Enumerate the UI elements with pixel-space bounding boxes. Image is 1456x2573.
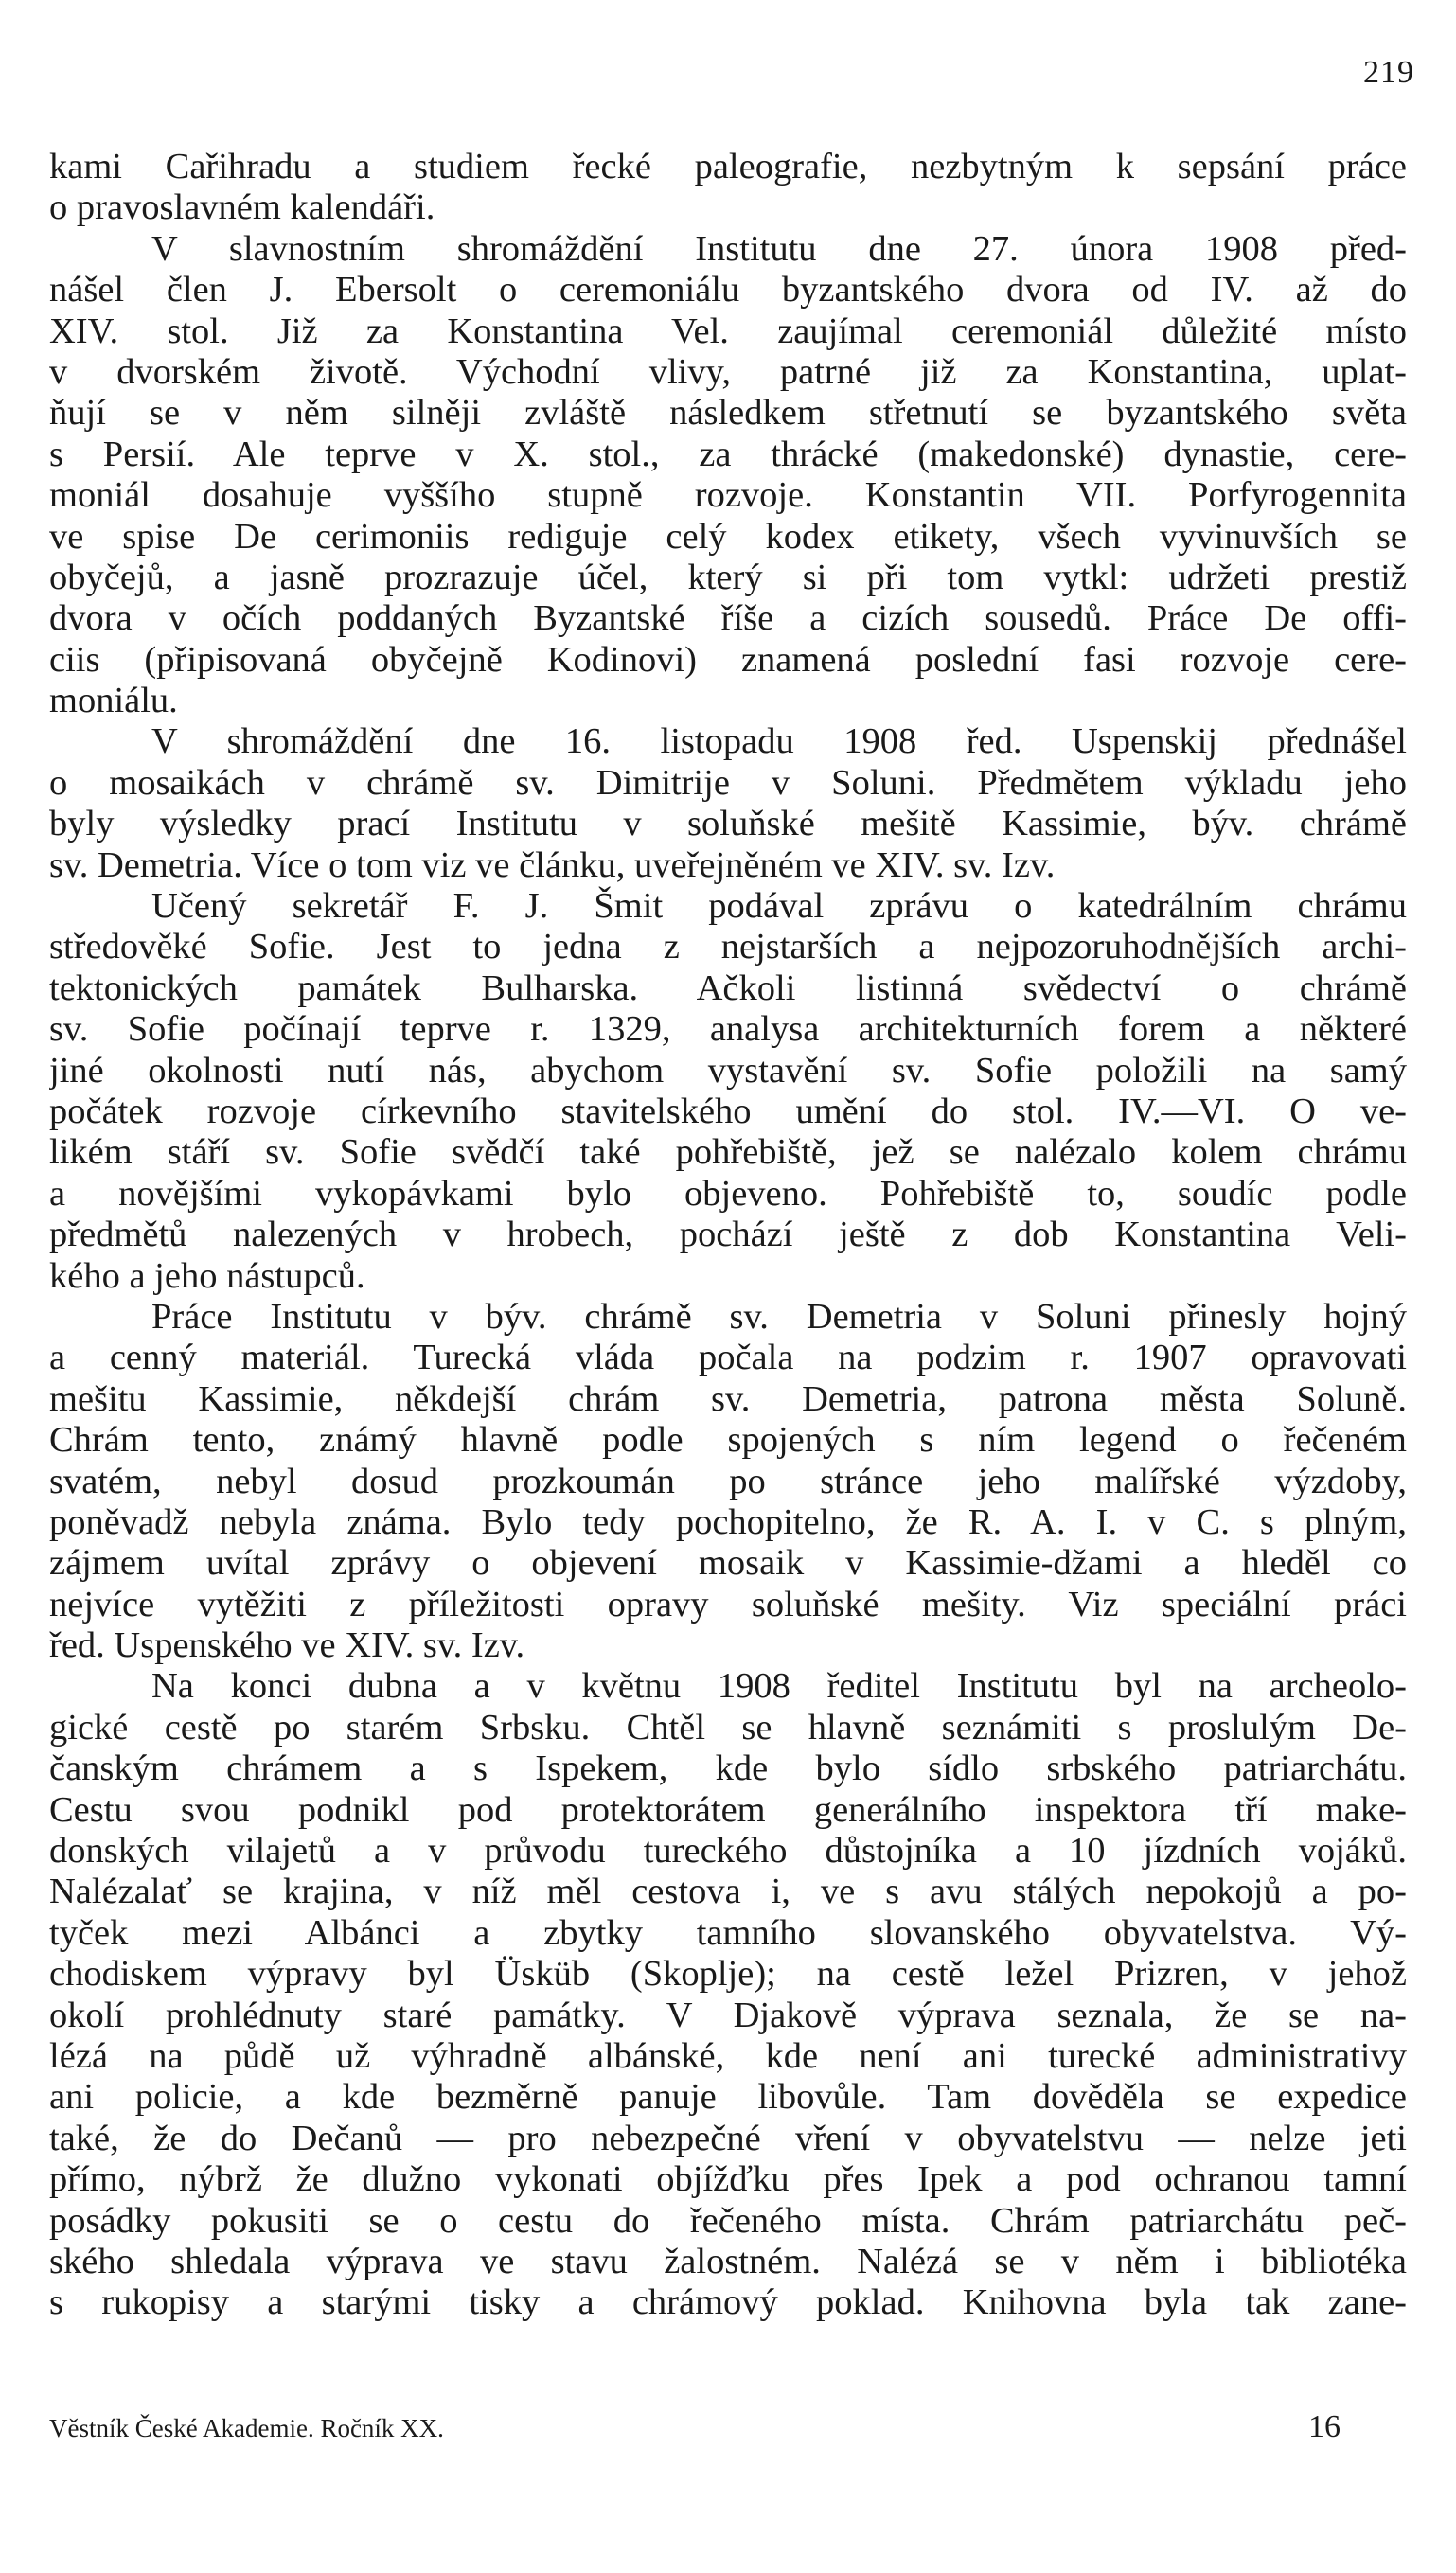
text-line: Chrám tento, známý hlavně podle spojených s ním legend o řečeném [49, 1420, 1407, 1461]
text-line: posádky pokusiti se o cestu do řečeného místa. Chrám patriarchátu peč- [49, 2200, 1407, 2241]
text-line: kého a jeho nástupců. [49, 1255, 365, 1296]
page-footer [49, 2409, 1341, 2445]
text-line: řed. Uspenského ve XIV. sv. Izv. [49, 1625, 525, 1666]
footer-sheet-number: 16 [1308, 2409, 1341, 2444]
text-line: čanským chrámem a s Ispekem, kde bylo sídlo srbského patriarchátu. [49, 1748, 1407, 1789]
text-line: lézá na půdě už výhradně albánské, kde není ani turecké administrativy [49, 2035, 1407, 2076]
text-line: obyčejů, a jasně prozrazuje účel, který si při tom vytkl: udržeti prestiž [49, 557, 1407, 597]
text-line: ve spise De cerimoniis rediguje celý kodex etikety, všech vyvinuvších se [49, 516, 1407, 557]
text-line: mešitu Kassimie, někdejší chrám sv. Demetria, patrona města Soluně. [49, 1378, 1407, 1419]
text-line: gické cestě po starém Srbsku. Chtěl se hlavně seznámiti s proslulým De- [49, 1707, 1407, 1748]
text-line: poněvadž nebyla známa. Bylo tedy pochopitelno, že R. A. I. v C. s plným, [49, 1501, 1407, 1542]
text-line: přímo, nýbrž že dlužno vykonati objížďku přes Ipek a pod ochranou tamní [49, 2159, 1407, 2200]
text-line: kami Cařihradu a studiem řecké paleografie, nezbytným k sepsání práce [49, 147, 1407, 186]
text-line: moniál dosahuje vyššího stupně rozvoje. Konstantin VII. Porfyrogennita [49, 475, 1407, 516]
text-line: Učený sekretář F. J. Šmit podával zprávu o katedrálním chrámu [151, 886, 1407, 927]
footer-journal-title: Věstník České Akademie. Ročník XX. [49, 2414, 444, 2442]
text-line: dvora v očích poddaných Byzantské říše a cizích sousedů. Práce De offi- [49, 598, 1407, 639]
text-line: V slavnostním shromáždění Institutu dne 27. února 1908 před- [151, 228, 1407, 269]
text-line: sv. Demetria. Více o tom viz ve článku, uveřejněném ve XIV. sv. Izv. [49, 844, 1056, 885]
text-line: Nalézalať se krajina, v níž měl cestova i, ve s avu stálých nepokojů a po- [49, 1872, 1407, 1912]
text-line: ani policie, a kde bezměrně panuje libovůle. Tam dověděla se expedice [49, 2077, 1407, 2118]
text-line: počátek rozvoje církevního stavitelského umění do stol. IV.—VI. O ve- [49, 1091, 1407, 1131]
text-line: chodiskem výpravy byl Üsküb (Skoplje); na cestě ležel Prizren, v jehož [49, 1954, 1407, 1995]
text-line: V shromáždění dne 16. listopadu 1908 řed. Uspenskij přednášel [151, 721, 1407, 762]
text-line: v dvorském životě. Východní vlivy, patrné již za Konstantina, uplat- [49, 351, 1407, 392]
text-line: tyček mezi Albánci a zbytky tamního slovanského obyvatelstva. Vý- [49, 1912, 1407, 1953]
text-line: svatém, nebyl dosud prozkoumán po stránce jeho malířské výzdoby, [49, 1461, 1407, 1501]
text-line: o pravoslavném kalendáři. [49, 187, 435, 228]
text-line: ského shledala výprava ve stavu žalostném. Nalézá se v něm i bibliotéka [49, 2241, 1407, 2281]
text-line: okolí prohlédnuty staré památky. V Djakově výprava seznala, že se na- [49, 1995, 1407, 2035]
text-line: jiné okolnosti nutí nás, abychom vystavění sv. Sofie položili na samý [49, 1050, 1407, 1091]
body-text [49, 147, 1407, 2324]
text-line: s rukopisy a starými tisky a chrámový poklad. Knihovna byla tak zane- [49, 2282, 1407, 2323]
page-number: 219 [1363, 55, 1414, 90]
text-line: a novějšími vykopávkami bylo objeveno. Pohřebiště to, soudíc podle [49, 1173, 1407, 1214]
text-line: nejvíce vytěžiti z příležitosti opravy soluňské mešity. Viz speciální práci [49, 1584, 1407, 1624]
text-line: sv. Sofie počínají teprve r. 1329, analysa architekturních forem a některé [49, 1009, 1407, 1050]
text-line: také, že do Dečanů — pro nebezpečné vření v obyvatelstvu — nelze jeti [49, 2118, 1407, 2158]
text-line: byly výsledky prací Institutu v soluňské mešitě Kassimie, býv. chrámě [49, 804, 1407, 844]
text-line: zájmem uvítal zprávy o objevení mosaik v Kassimie-džami a hleděl co [49, 1543, 1407, 1584]
text-line: likém stáří sv. Sofie svědčí také pohřebiště, jež se nalézalo kolem chrámu [49, 1132, 1407, 1173]
text-line: středověké Sofie. Jest to jedna z nejstarších a nejpozoruhodnějších archi- [49, 927, 1407, 967]
text-line: XIV. stol. Již za Konstantina Vel. zaujímal ceremoniál důležité místo [49, 311, 1407, 351]
text-line: s Persií. Ale teprve v X. stol., za thrácké (makedonské) dynastie, cere- [49, 434, 1407, 474]
text-line: tektonických památek Bulharska. Ačkoli listinná svědectví o chrámě [49, 967, 1407, 1008]
text-line: a cenný materiál. Turecká vláda počala na podzim r. 1907 opravovati [49, 1338, 1407, 1378]
text-line: ciis (připisovaná obyčejně Kodinovi) znamená poslední fasi rozvoje cere- [49, 639, 1407, 680]
text-line: Cestu svou podnikl pod protektorátem generálního inspektora tří make- [49, 1789, 1407, 1830]
text-line: předmětů nalezených v hrobech, pochází ještě z dob Konstantina Veli- [49, 1215, 1407, 1255]
text-line: Na konci dubna a v květnu 1908 ředitel Institutu byl na archeolo- [151, 1666, 1407, 1707]
text-line: ňují se v něm silněji zvláště následkem střetnutí se byzantského světa [49, 393, 1407, 434]
text-line: moniálu. [49, 681, 178, 721]
text-line: nášel člen J. Ebersolt o ceremoniálu byzantského dvora od IV. až do [49, 270, 1407, 311]
text-line: o mosaikách v chrámě sv. Dimitrije v Soluni. Předmětem výkladu jeho [49, 762, 1407, 803]
text-line: Práce Institutu v býv. chrámě sv. Demetria v Soluni přinesly hojný [151, 1296, 1407, 1337]
text-line: donských vilajetů a v průvodu tureckého důstojníka a 10 jízdních vojáků. [49, 1831, 1407, 1872]
